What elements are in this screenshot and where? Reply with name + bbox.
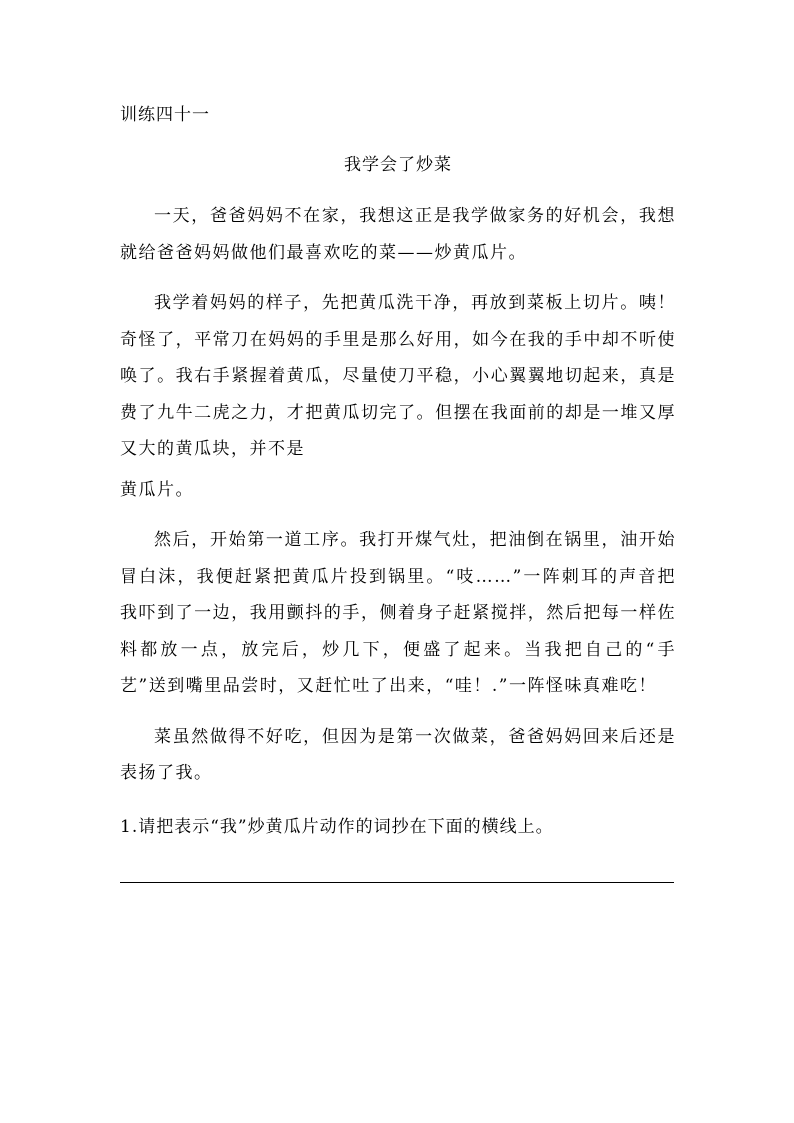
paragraph-4: 菜虽然做得不好吃，但因为是第一次做菜，爸爸妈妈回来后还是表扬了我。	[120, 726, 676, 783]
paragraph-2: 我学着妈妈的样子，先把黄瓜洗干净，再放到菜板上切片。咦！奇怪了，平常刀在妈妈的手里是那么好用，如今在我的手中却不听使唤了。我右手紧握着黄瓜，尽量使刀平稳，小心翼翼地切起来，真是费了九牛二虎之力，才把黄瓜切完了。但摆在我面前的却是一堆又厚又大的黄瓜块，并不是	[120, 293, 676, 459]
essay-title: 我学会了炒菜	[344, 155, 452, 175]
paragraph-1: 一天，爸爸妈妈不在家，我想这正是我学做家务的好机会，我想就给爸爸妈妈做他们最喜欢吃的菜——炒黄瓜片。	[120, 206, 676, 263]
paragraph-2-continued: 黄瓜片。	[120, 479, 194, 500]
answer-line[interactable]	[120, 882, 674, 883]
section-label: 训练四十一	[120, 105, 210, 125]
question-1: 1.请把表示“我”炒黄瓜片动作的词抄在下面的横线上。	[120, 816, 554, 837]
document-page	[120, 100, 676, 883]
paragraph-3: 然后，开始第一道工序。我打开煤气灶，把油倒在锅里，油开始冒白沫，我便赶紧把黄瓜片投到锅里。“吱……”一阵刺耳的声音把我吓到了一边，我用颤抖的手，侧着身子赶紧搅拌，然后把每一样佐料都放一点，放完后，炒几下，便盛了起来。当我把自己的“手艺”送到嘴里品尝时，又赶忙吐了出来，“哇！.”一阵怪味真难吃！	[120, 530, 676, 696]
